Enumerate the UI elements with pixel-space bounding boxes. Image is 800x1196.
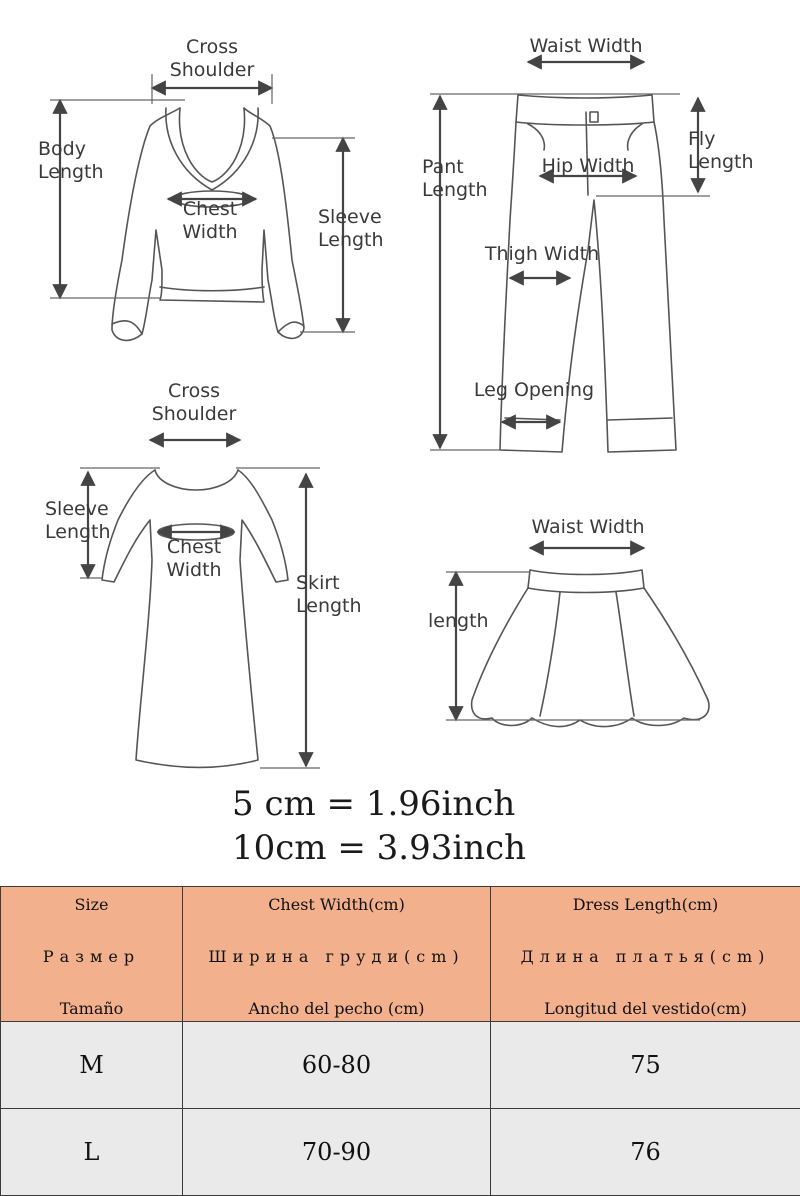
header-chest-width [183,887,491,1022]
sweater-sleeve-length-label: Sleeve Length [318,206,384,252]
header-dress-es: Longitud del vestido(cm) [493,997,798,1021]
conversion-line-2: 10cm = 3.93inch [232,828,526,868]
measure-guides [50,74,710,768]
header-chest-ru: Ширина груди(cm) [185,945,488,997]
skirt-length-label: length [428,610,489,633]
dress-cross-shoulder-label: Cross Shoulder [152,380,237,426]
chest-width-cell: 60-80 [183,1022,491,1109]
table-row [1,1109,800,1196]
size-table-header [1,887,800,1022]
header-size-es: Tamaño [3,997,180,1021]
conversion-line-1: 5 cm = 1.96inch [232,784,515,824]
header-chest-en: Chest Width(cm) [185,893,488,945]
dress-sketch [102,470,288,768]
dress-sleeve-length-label: Sleeve Length [45,498,111,544]
pants-fly-length-label: Fly Length [688,128,754,174]
sweater-cross-shoulder-label: Cross Shoulder [170,36,255,82]
size-cell: M [1,1022,183,1109]
chest-width-cell: 70-90 [183,1109,491,1196]
dress-skirt-length-label: Skirt Length [296,572,362,618]
header-chest-es: Ancho del pecho (cm) [185,997,488,1021]
size-cell: L [1,1109,183,1196]
sweater-chest-width-label: Chest Width [182,198,237,244]
header-size-ru: Размер [3,945,180,997]
header-dress-ru: Длина платья(cm) [493,945,798,997]
pants-hip-width-label: Hip Width [542,155,635,178]
dress-length-cell: 75 [491,1022,800,1109]
dress-length-cell: 76 [491,1109,800,1196]
skirt-waist-width-label: Waist Width [531,516,644,539]
pants-leg-opening-label: Leg Opening [474,379,594,402]
pants-thigh-width-label: Thigh Width [485,243,599,266]
pants-waist-width-label: Waist Width [529,35,642,58]
skirt-sketch [472,570,709,727]
dress-chest-width-label: Chest Width [166,536,221,582]
header-size-en: Size [3,893,180,945]
pants-pant-length-label: Pant Length [422,156,488,202]
size-table [0,886,800,1196]
header-dress-en: Dress Length(cm) [493,893,798,945]
header-dress-length [491,887,800,1022]
sweater-body-length-label: Body Length [38,138,104,184]
table-row [1,1022,800,1109]
header-size [1,887,183,1022]
